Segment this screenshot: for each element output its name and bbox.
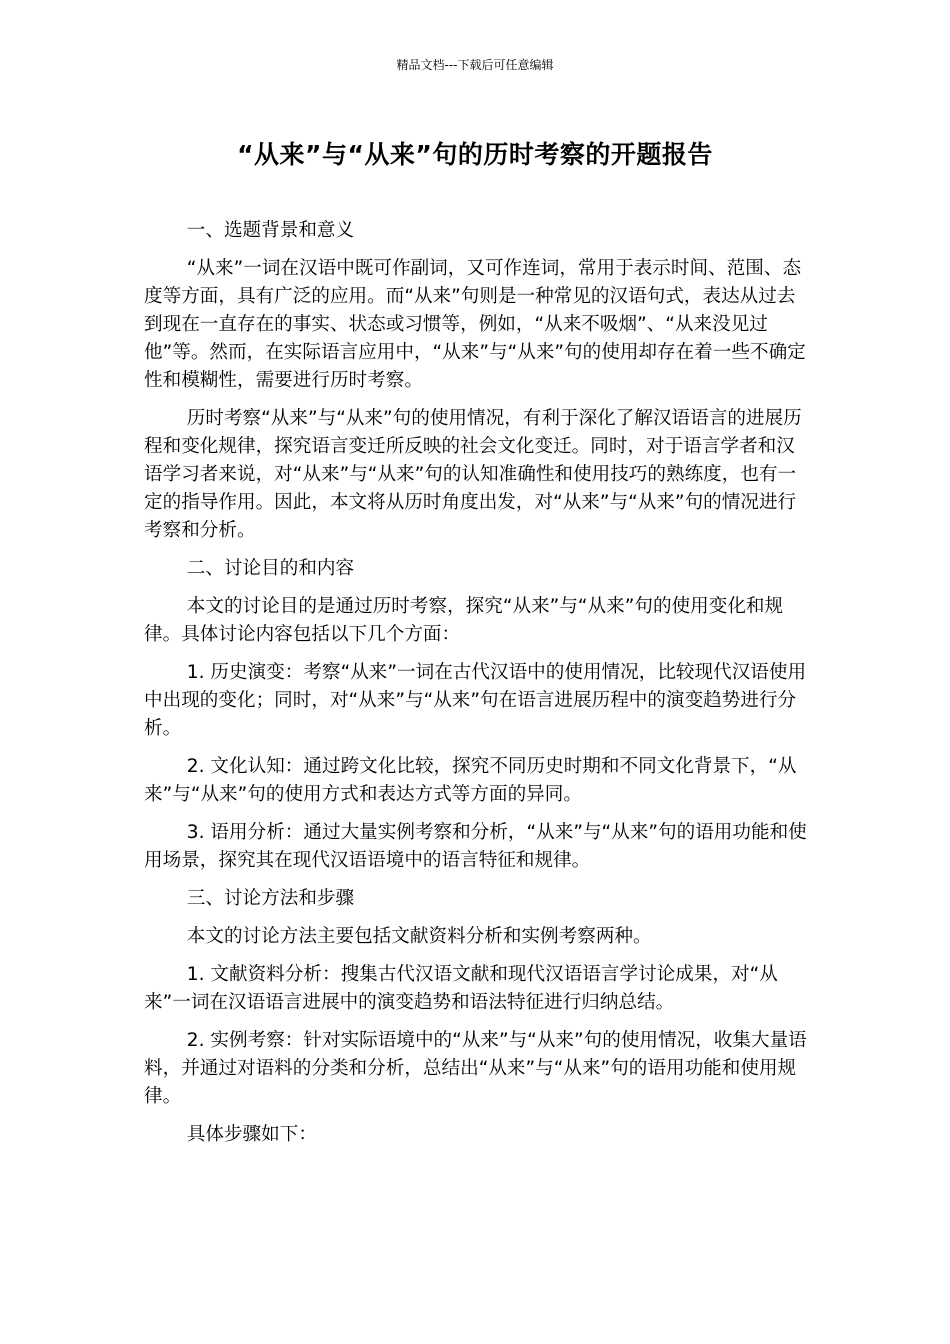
paragraph-method: 本文的讨论方法主要包括文献资料分析和实例考察两种。	[186, 926, 652, 947]
section-heading-purpose: 二、讨论目的和内容	[186, 558, 355, 579]
section-heading-method: 三、讨论方法和步骤	[186, 888, 355, 909]
list-item-pragmatics: 3. 语用分析：通过大量实例考察和分析，“从来”与“从来”句的语用功能和使用场景，探究其在现代汉语语境中的语言特征和规律。	[144, 822, 807, 871]
header-note: 精品文档---下载后可任意编辑	[396, 58, 554, 72]
paragraph-purpose: 本文的讨论目的是通过历时考察，探究“从来”与“从来”句的使用变化和规律。具体讨论内容包括以下几个方面：	[144, 596, 784, 645]
list-item-literature: 1. 文献资料分析：搜集古代汉语文献和现代汉语语言学讨论成果，对“从来”一词在汉语语言进展中的演变趋势和语法特征进行归纳总结。	[144, 964, 778, 1013]
section-heading-background: 一、选题背景和意义	[186, 220, 355, 241]
paragraph-steps: 具体步骤如下：	[186, 1124, 317, 1145]
document-body	[144, 217, 808, 1159]
paragraph-background-1: “从来”一词在汉语中既可作副词，又可作连词，常用于表示时间、范围、态度等方面，具有广泛的应用。而“从来”句则是一种常见的汉语句式，表达从过去到现在一直存在的事实、状态或习惯等，例如，“从来不吸烟”、“从来没见过他”等。然而，在实际语言应用中，“从来”与“从来”句的使用却存在着一些不确定性和模糊性，需要进行历时考察。	[144, 258, 806, 391]
list-item-examples: 2. 实例考察：针对实际语境中的“从来”与“从来”句的使用情况，收集大量语料，并通过对语料的分类和分析，总结出“从来”与“从来”句的语用功能和使用规律。	[144, 1030, 807, 1107]
document-title: “从来”与“从来”句的历时考察的开题报告	[237, 140, 713, 169]
list-item-history: 1. 历史演变：考察“从来”一词在古代汉语中的使用情况，比较现代汉语使用中出现的变化；同时，对“从来”与“从来”句在语言进展历程中的演变趋势进行分析。	[144, 662, 807, 739]
paragraph-background-2: 历时考察“从来”与“从来”句的使用情况，有利于深化了解汉语语言的进展历程和变化规律，探究语言变迁所反映的社会文化变迁。同时，对于语言学者和汉语学习者来说，对“从来”与“从来”句的认知准确性和使用技巧的熟练度，也有一定的指导作用。因此，本文将从历时角度出发，对“从来”与“从来”句的情况进行考察和分析。	[144, 408, 802, 541]
list-item-culture: 2. 文化认知：通过跨文化比较，探究不同历史时期和不同文化背景下，“从来”与“从来”句的使用方式和表达方式等方面的异同。	[144, 756, 797, 805]
